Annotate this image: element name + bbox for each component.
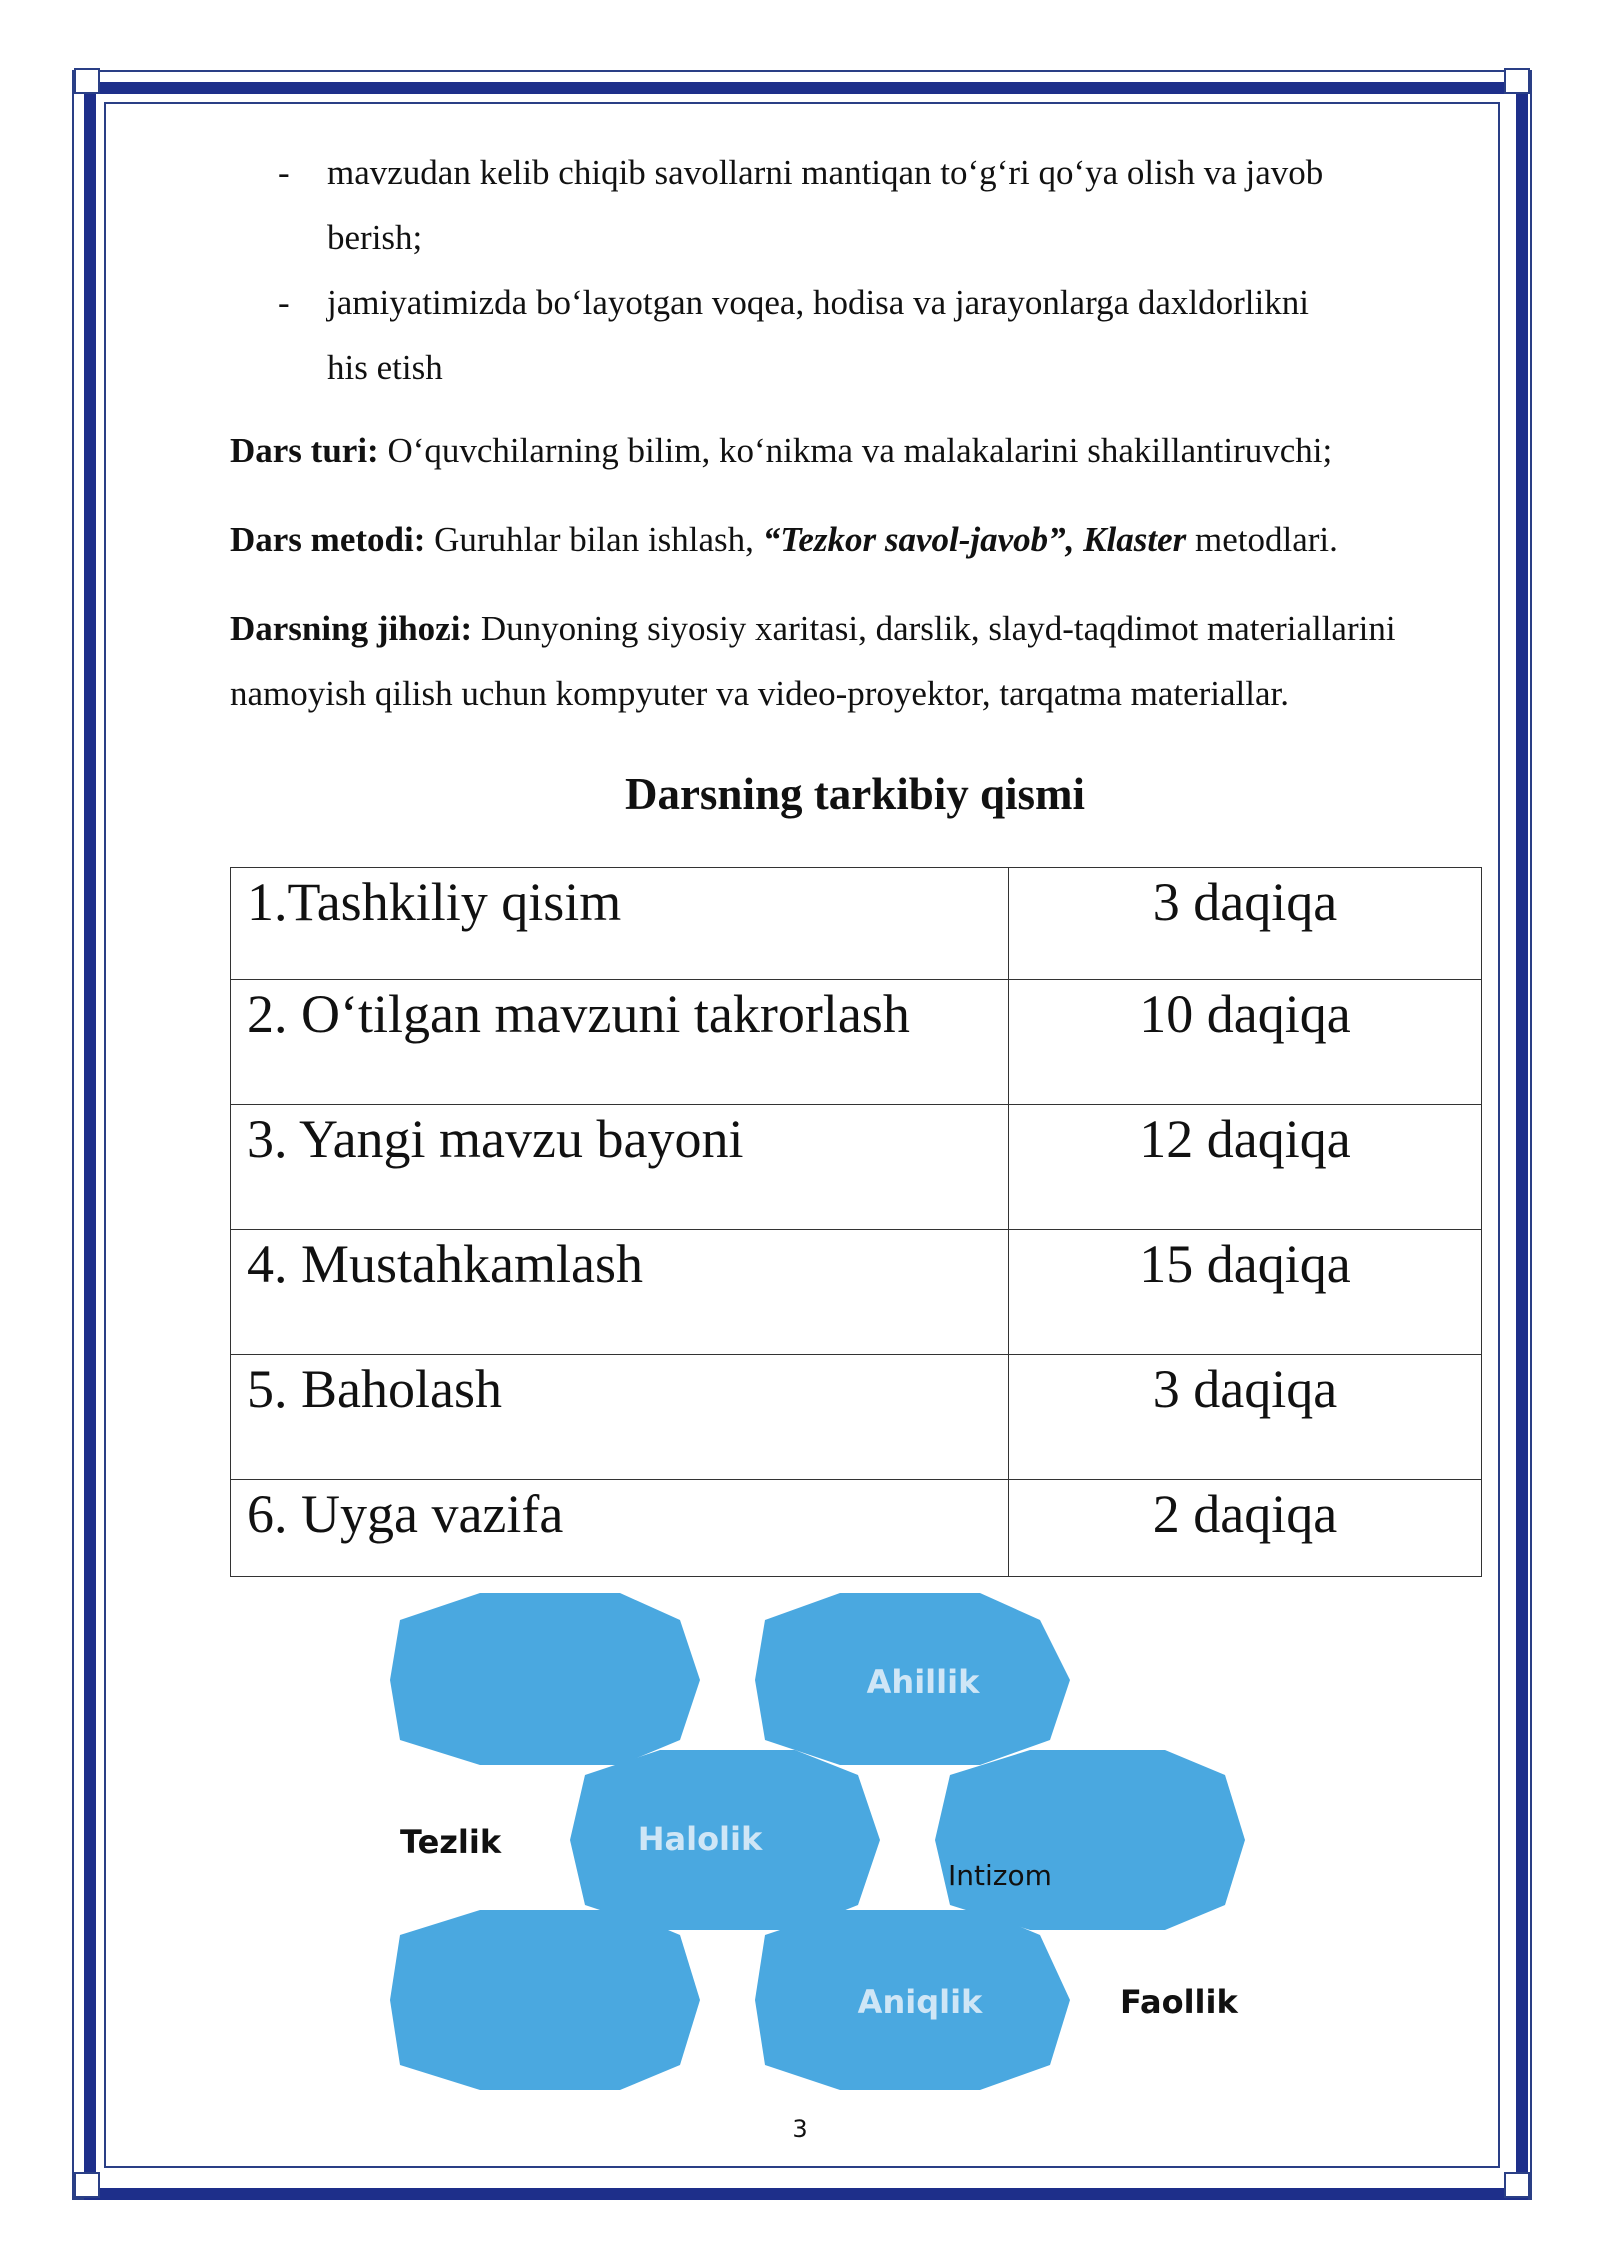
- border-corner-ornament: [1504, 68, 1530, 94]
- table-row: [231, 1230, 1482, 1355]
- hex-label: Ahillik: [866, 1663, 980, 1701]
- lesson-equipment-label: Darsning jihozi:: [230, 609, 473, 648]
- table-row: [231, 1355, 1482, 1480]
- hexagon-cluster-graphic: [390, 1585, 1310, 2115]
- stage-cell: 4. Mustahkamlash: [231, 1230, 1009, 1355]
- lesson-method-text-end: metodlari.: [1186, 520, 1338, 559]
- lesson-type-label: Dars turi:: [230, 431, 379, 470]
- border-corner-ornament: [74, 2172, 100, 2198]
- hexagon-empty: [390, 1593, 700, 1765]
- lesson-equipment-text: Dunyoning siyosiy xaritasi, darslik, slayd-taqdimot materiallarini namoyish qilish uchun kompyuter va video-proyektor, tarqatma materiallar.: [230, 609, 1396, 713]
- intizom-label: Intizom: [948, 1859, 1052, 1892]
- table-row: [231, 1105, 1482, 1230]
- lesson-type: [230, 418, 1480, 483]
- table-row: [231, 1480, 1482, 1577]
- stage-cell: 1.Tashkiliy qisim: [231, 868, 1009, 980]
- hex-label: Aniqlik: [857, 1983, 983, 2021]
- hexagon-intizom: [935, 1750, 1245, 1930]
- document-body: [230, 140, 1480, 820]
- hexagon-cluster: [390, 1585, 1310, 2115]
- duration-cell: 3 daqiqa: [1009, 1355, 1482, 1480]
- hexagon-empty: [390, 1910, 700, 2090]
- lesson-method-label: Dars metodi:: [230, 520, 426, 559]
- stage-cell: 5. Baholash: [231, 1355, 1009, 1480]
- table-row: [231, 980, 1482, 1105]
- list-item-text: jamiyatimizda bo‘layotgan voqea, hodisa va jarayonlarga daxldorlikni his etish: [327, 283, 1309, 387]
- list-item: [230, 270, 1327, 400]
- list-dash: -: [278, 153, 290, 192]
- section-title: Darsning tarkibiy qismi: [624, 769, 1086, 819]
- list-item: [230, 140, 1327, 270]
- stage-cell: 2. O‘tilgan mavzuni takrorlash: [231, 980, 1009, 1105]
- stage-cell: 6. Uyga vazifa: [231, 1480, 1009, 1577]
- border-corner-ornament: [74, 68, 100, 94]
- duration-cell: 10 daqiqa: [1009, 980, 1482, 1105]
- duration-cell: 2 daqiqa: [1009, 1480, 1482, 1577]
- duration-cell: 12 daqiqa: [1009, 1105, 1482, 1230]
- stage-cell: 3. Yangi mavzu bayoni: [231, 1105, 1009, 1230]
- duration-cell: 15 daqiqa: [1009, 1230, 1482, 1355]
- lesson-equipment: [230, 596, 1480, 726]
- list-item-text: mavzudan kelib chiqib savollarni mantiqan to‘g‘ri qo‘ya olish va javob berish;: [327, 153, 1324, 257]
- objectives-list: [230, 140, 1480, 400]
- lesson-method-emphasis: “Tezkor savol-javob”, Klaster: [762, 520, 1187, 559]
- lesson-method-text: Guruhlar bilan ishlash,: [425, 520, 763, 559]
- list-dash: -: [278, 283, 290, 322]
- hex-label: Halolik: [637, 1820, 763, 1858]
- outside-label: Tezlik: [400, 1823, 502, 1861]
- outside-label: Faollik: [1120, 1983, 1238, 2021]
- table-row: [231, 868, 1482, 980]
- lesson-plan-table: [230, 867, 1482, 1577]
- lesson-method: [230, 507, 1480, 572]
- lesson-type-text: O‘quvchilarning bilim, ko‘nikma va malakalarini shakillantiruvchi;: [378, 431, 1333, 470]
- border-corner-ornament: [1504, 2172, 1530, 2198]
- duration-cell: 3 daqiqa: [1009, 868, 1482, 980]
- page-number: 3: [792, 2115, 808, 2143]
